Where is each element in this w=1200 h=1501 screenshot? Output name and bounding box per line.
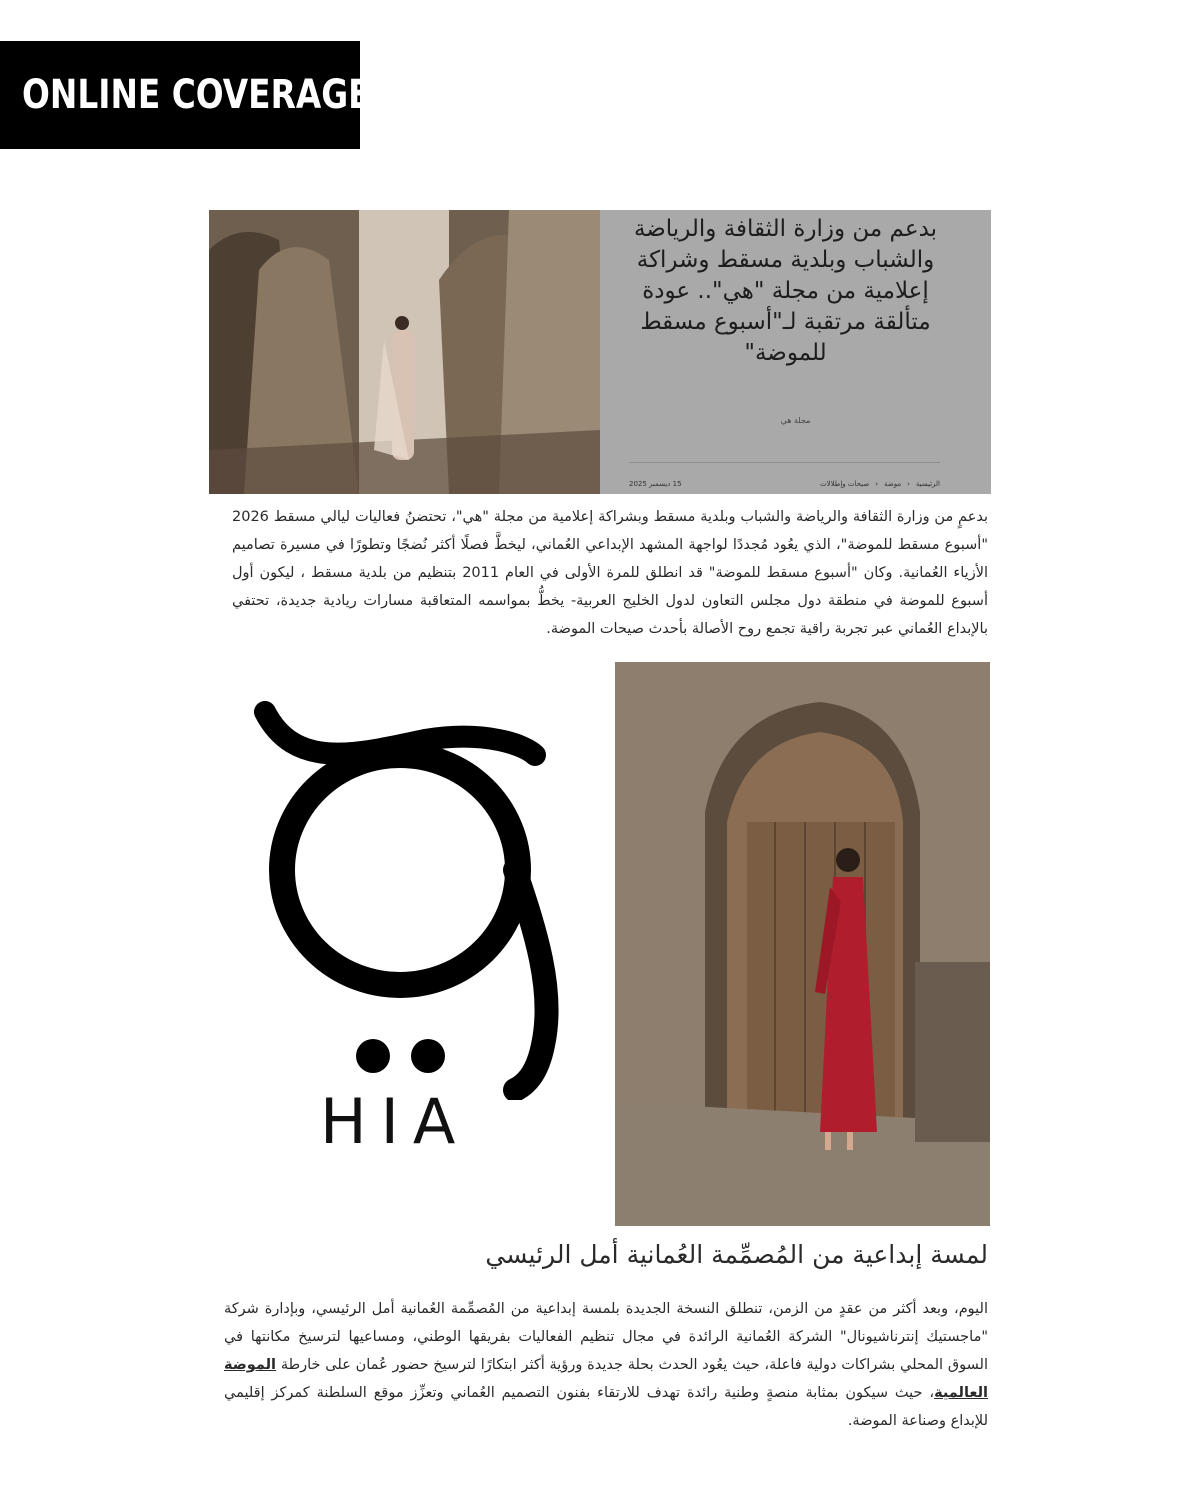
body-text-start: اليوم، وبعد أكثر من عقدٍ من الزمن، تنطلق النسخة الجديدة بلمسة إبداعية من المُصمِّمة العُمانية أمل الرئيسي، وبإدارة شركة "ماجستيك إنترناشيونال" الشركة العُمانية الرائدة في مجال تنظيم الفعاليات بفريقها الوطني، ومساعيها لترسيخ مكانتها في السوق المحلي بشراكات دولية فاعلة، حيث يعُود الحدث بحلة جديدة ورؤية أكثر ابتكارًا لترسيخ حضور عُمان على خارطة — [224, 1301, 988, 1373]
article-top-screenshot — [209, 210, 991, 494]
breadcrumb-separator: ‹ — [907, 480, 910, 488]
breadcrumb-fashion[interactable]: موضة — [884, 480, 902, 488]
intro-paragraph: بدعمٍ من وزارة الثقافة والرياضة والشباب وبلدية مسقط وبشراكة إعلامية من مجلة "هي"، تحتضنُ فعاليات ليالي مسقط 2026 "أسبوع مسقط للموضة"، الذي يعُود مُجددًا لواجهة المشهد الإبداعي العُماني، ليخطَّ فصلًا أكثر نُضجًا وتطورًا في مسيرة تصاميم الأزياء العُمانية. وكان "أسبوع مسقط للموضة" قد انطلق للمرة الأولى في العام 2011 بتنظيم من بلدية مسقط ، ليكون أول أسبوع للموضة في منطقة دول مجلس التعاون لدول الخليج العربية- يخطُّ بمواسمه المتعاقبة مسارات ريادية جديدة، تحتفي بالإبداع العُماني عبر تجربة راقية تجمع روح الأصالة بأحدث صيحات الموضة. — [232, 509, 988, 637]
hia-wordmark: HIA — [320, 1085, 470, 1158]
breadcrumb-home[interactable]: الرئيسية — [915, 480, 940, 488]
ruins-photo-illustration — [209, 210, 600, 494]
article-date: 15 ديسمبر 2025 — [629, 480, 682, 488]
hia-logo-mark — [225, 700, 585, 1100]
breadcrumb-separator: ‹ — [875, 480, 878, 488]
ruins-model-photo — [209, 210, 600, 494]
headline-panel — [600, 210, 991, 494]
article-headline: بدعم من وزارة الثقافة والرياضة والشباب وبلدية مسقط وشراكة إعلامية من مجلة "هي".. عودة متألقة مرتقبة لـ"أسبوع مسقط للموضة" — [633, 216, 938, 366]
body-text-end: ، حيث سيكون بمثابة منصةٍ وطنية رائدة تهدف للارتقاء بفنون التصميم العُماني وتعزِّز موقع السلطنة كمركز إقليمي للإبداع وصناعة الموضة. — [224, 1385, 988, 1429]
global-fashion-link[interactable]: الموضة العالمية — [224, 1357, 988, 1401]
banner-label: ONLINE COVERAGE — [22, 72, 371, 118]
hia-logo — [225, 700, 585, 1170]
body-paragraph — [224, 1295, 988, 1435]
divider — [629, 462, 940, 463]
doorway-photo-illustration — [615, 662, 990, 1226]
article-source: مجلة هي — [780, 416, 811, 425]
online-coverage-banner — [0, 41, 371, 149]
section-subheading: لمسة إبداعية من المُصمِّمة العُمانية أمل الرئيسي — [485, 1240, 988, 1269]
red-dress-doorway-photo — [615, 662, 990, 1226]
breadcrumb — [820, 480, 940, 488]
breadcrumb-trends[interactable]: صيحات وإطلالات — [820, 480, 870, 488]
